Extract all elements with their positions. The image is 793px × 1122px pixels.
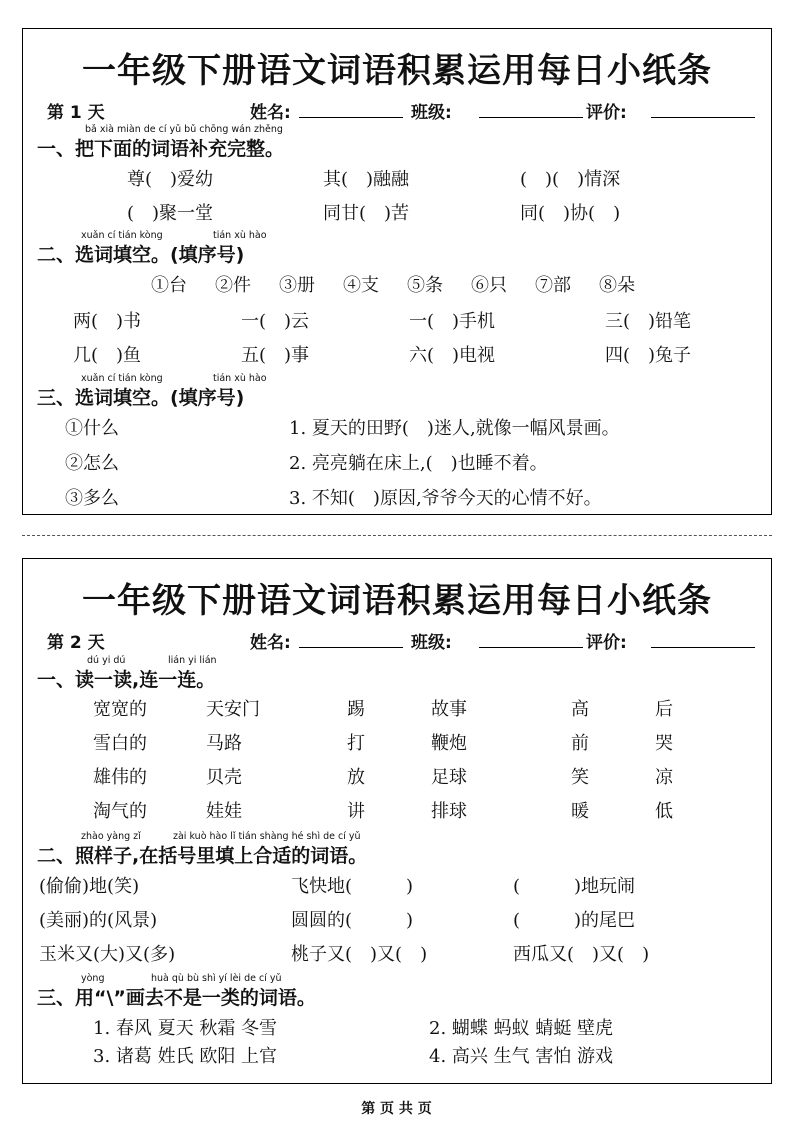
match-word[interactable]: 哭	[655, 733, 673, 754]
match-word[interactable]: 马路	[206, 733, 242, 754]
class-label: 班级:	[411, 633, 452, 653]
fill-item[interactable]: 五( )事	[241, 345, 310, 366]
sentence-item[interactable]: 3. 不知( )原因,爷爷今天的心情不好。	[289, 488, 602, 509]
day-label: 第 1 天	[47, 103, 105, 123]
section-heading: 二、照样子,在括号里填上合适的词语。	[37, 845, 368, 867]
match-word[interactable]: 宽宽的	[93, 699, 147, 720]
section-pinyin: xuǎn cí tián kòng	[81, 373, 163, 384]
match-word[interactable]: 足球	[431, 767, 467, 788]
worksheet-card-day-1	[22, 28, 772, 515]
class-field[interactable]	[479, 647, 583, 648]
option-label: ⑤条	[407, 275, 443, 296]
name-field[interactable]	[299, 647, 403, 648]
match-word[interactable]: 放	[347, 767, 365, 788]
section-pinyin: yòng	[81, 973, 105, 984]
word-group-item[interactable]: 2. 蝴蝶 蚂蚁 蜻蜓 壁虎	[429, 1018, 614, 1039]
fill-item[interactable]: 几( )鱼	[73, 345, 142, 366]
section-pinyin: zài kuò hào lǐ tián shàng hé shì de cí yǔ	[173, 831, 361, 842]
example-item: 玉米又(大)又(多)	[39, 944, 176, 965]
section-heading: 二、选词填空。(填序号)	[37, 244, 245, 266]
eval-label: 评价:	[586, 103, 627, 123]
option-label: ⑦部	[535, 275, 571, 296]
word-group-item[interactable]: 4. 高兴 生气 害怕 游戏	[429, 1046, 614, 1067]
eval-field[interactable]	[651, 647, 755, 648]
match-word[interactable]: 笑	[571, 767, 589, 788]
name-field[interactable]	[299, 117, 403, 118]
option-label: ⑥只	[471, 275, 507, 296]
day-label: 第 2 天	[47, 633, 105, 653]
fill-item[interactable]: 六( )电视	[409, 345, 496, 366]
match-word[interactable]: 鞭炮	[431, 733, 467, 754]
page-footer: 第 页 共 页	[361, 1101, 432, 1117]
match-word[interactable]: 低	[655, 801, 673, 822]
sentence-item[interactable]: 1. 夏天的田野( )迷人,就像一幅风景画。	[289, 418, 620, 439]
section-pinyin: huà qù bù shì yí lèi de cí yǔ	[151, 973, 282, 984]
fill-item[interactable]: ( )聚一堂	[127, 203, 214, 224]
match-word[interactable]: 娃娃	[206, 801, 242, 822]
fill-item[interactable]: 尊( )爱幼	[127, 169, 214, 190]
match-word[interactable]: 高	[571, 699, 589, 720]
section-pinyin: bǎ xià miàn de cí yǔ bǔ chōng wán zhěng	[85, 124, 283, 135]
fill-item[interactable]: ( )的尾巴	[513, 910, 636, 931]
match-word[interactable]: 贝壳	[206, 767, 242, 788]
match-word[interactable]: 天安门	[206, 699, 260, 720]
match-word[interactable]: 后	[655, 699, 673, 720]
fill-item[interactable]: 圆圆的( )	[291, 910, 414, 931]
fill-item[interactable]: 一( )手机	[409, 311, 496, 332]
option-label: ①台	[151, 275, 187, 296]
class-label: 班级:	[411, 103, 452, 123]
section-heading: 一、把下面的词语补充完整。	[37, 138, 285, 160]
option-label: ②怎么	[65, 453, 119, 474]
section-pinyin: xuǎn cí tián kòng	[81, 230, 163, 241]
section-pinyin: lián yi lián	[168, 655, 217, 666]
card-title: 一年级下册语文词语积累运用每日小纸条	[82, 51, 712, 91]
option-label: ③多么	[65, 488, 119, 509]
fill-item[interactable]: 两( )书	[73, 311, 142, 332]
section-pinyin: tián xù hào	[213, 373, 267, 384]
cut-line-divider	[22, 535, 772, 536]
option-label: ①什么	[65, 418, 119, 439]
match-word[interactable]: 故事	[431, 699, 467, 720]
fill-item[interactable]: 三( )铅笔	[605, 311, 692, 332]
example-item: (偷偷)地(笑)	[39, 876, 140, 897]
section-heading: 三、选词填空。(填序号)	[37, 387, 245, 409]
worksheet-card-day-2	[22, 558, 772, 1084]
option-label: ②件	[215, 275, 251, 296]
option-label: ④支	[343, 275, 379, 296]
match-word[interactable]: 雪白的	[93, 733, 147, 754]
match-word[interactable]: 凉	[655, 767, 673, 788]
match-word[interactable]: 淘气的	[93, 801, 147, 822]
fill-item[interactable]: 其( )融融	[323, 169, 410, 190]
card-title: 一年级下册语文词语积累运用每日小纸条	[82, 581, 712, 621]
fill-item[interactable]: 一( )云	[241, 311, 310, 332]
section-heading: 一、读一读,连一连。	[37, 669, 216, 691]
eval-label: 评价:	[586, 633, 627, 653]
fill-item[interactable]: ( )( )情深	[520, 169, 621, 190]
word-group-item[interactable]: 3. 诸葛 姓氏 欧阳 上官	[93, 1046, 278, 1067]
option-label: ⑧朵	[599, 275, 635, 296]
class-field[interactable]	[479, 117, 583, 118]
fill-item[interactable]: 桃子又( )又( )	[291, 944, 428, 965]
fill-item[interactable]: 同( )协( )	[520, 203, 621, 224]
fill-item[interactable]: 同甘( )苦	[323, 203, 410, 224]
section-pinyin: zhào yàng zǐ	[81, 831, 141, 842]
section-pinyin: dú yi dú	[87, 655, 126, 666]
example-item: (美丽)的(风景)	[39, 910, 158, 931]
name-label: 姓名:	[250, 103, 291, 123]
match-word[interactable]: 前	[571, 733, 589, 754]
section-pinyin: tián xù hào	[213, 230, 267, 241]
name-label: 姓名:	[250, 633, 291, 653]
word-group-item[interactable]: 1. 春风 夏天 秋霜 冬雪	[93, 1018, 278, 1039]
eval-field[interactable]	[651, 117, 755, 118]
fill-item[interactable]: 四( )兔子	[605, 345, 692, 366]
match-word[interactable]: 打	[347, 733, 365, 754]
fill-item[interactable]: 飞快地( )	[291, 876, 414, 897]
match-word[interactable]: 踢	[347, 699, 365, 720]
section-heading: 三、用“\”画去不是一类的词语。	[37, 987, 316, 1009]
match-word[interactable]: 排球	[431, 801, 467, 822]
sentence-item[interactable]: 2. 亮亮躺在床上,( )也睡不着。	[289, 453, 548, 474]
option-label: ③册	[279, 275, 315, 296]
match-word[interactable]: 雄伟的	[93, 767, 147, 788]
match-word[interactable]: 讲	[347, 801, 365, 822]
match-word[interactable]: 暖	[571, 801, 589, 822]
fill-item[interactable]: 西瓜又( )又( )	[513, 944, 650, 965]
fill-item[interactable]: ( )地玩闹	[513, 876, 636, 897]
